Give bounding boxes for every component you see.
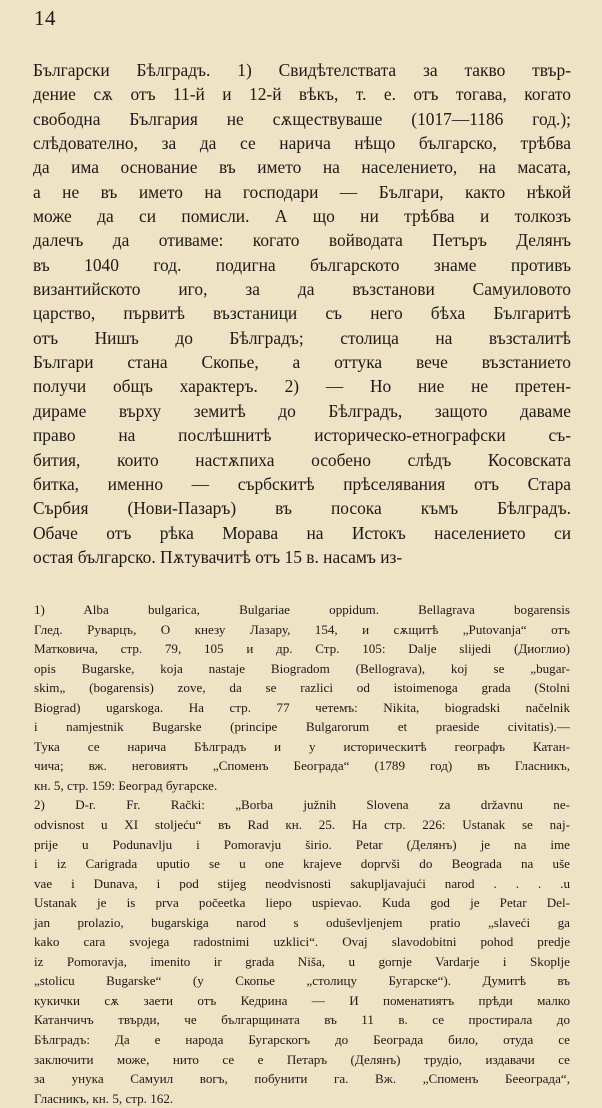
- text-line: дираме върху земитѣ до Бѣлградъ, защото даваме: [33, 400, 571, 421]
- text-line: може да си помисли. А що ни трѣбва и толкозъ: [33, 206, 571, 227]
- footnote-line: Гласникъ, кн. 5, стр. 162.: [34, 1090, 174, 1106]
- footnote-line: кукички сѫ заети отъ Кедрина — И поменатиятъ прѣди малко: [34, 992, 570, 1008]
- footnote-line: vae i Dunava, i pod stijeg neodvisnosti sakupljavajući narod . . . .u: [34, 875, 570, 891]
- footnote-line: заключити може, нито се е Петаръ (Делянъ) трудіо, издавачи се: [34, 1051, 570, 1067]
- footnotes-block: [34, 600, 570, 1108]
- footnote-line: 2) D-r. Fr. Rački: „Borba južnih Slovena za državnu ne-: [34, 797, 570, 813]
- footnote-line: „stolicu Bugarske“ (у Скопье „столицу Бугарске“). Думитѣ въ: [34, 973, 570, 989]
- footnote-line: skim„ (bogarensis) zove, da se razlici od istoimenoga grada (Stolni: [34, 680, 570, 696]
- footnote-line: кн. 5, стр. 159: Београд бугарске.: [34, 777, 218, 793]
- text-line: дение сѫ отъ 11-й и 12-й вѣкъ, т. е. отъ тогава, когато: [33, 84, 571, 105]
- footnote-line: Biograd) ugarskoga. На стр. 77 четемъ: Nikita, biogradski načelnik: [34, 699, 570, 715]
- footnote-line: Тука се нарича Бѣлградъ и у историческитѣ географъ Катан-: [34, 738, 570, 754]
- footnote-line: iz Pomoravja, imenito ir grada Niša, u gornje Vardarje i Skoplje: [34, 953, 570, 969]
- text-line: Български Бѣлградъ. 1) Свидѣтелствата за такво твър-: [33, 60, 571, 80]
- footnote-line: i namjestnik Bugarske (principe Bulgarorum et praeside civitatis).—: [34, 719, 570, 735]
- footnote-line: Катанчичъ твърди, че българщината въ 11 в. се простирала до: [34, 1012, 570, 1028]
- footnote-line: kako cara svojega radostnimi uzklici“. Ovaj slavodobitni pohod predje: [34, 934, 570, 950]
- footnote-line: Ustanak je is prva počeetka liepo uspievao. Kuda god je Petar Del-: [34, 895, 570, 911]
- footnote-line: Бѣлградъ: Да е народа Бугарскогъ до Београда било, отуда се: [34, 1032, 570, 1048]
- footnote-line: i iz Carigrada uputio se u one krajeve doprvši do Beograda na uše: [34, 856, 570, 872]
- footnote-line: 1) Alba bulgarica, Bulgariae oppidum. Bellagrava bogarensis: [34, 602, 570, 617]
- text-line: Обаче отъ рѣка Морава на Истокъ населението си: [33, 522, 571, 543]
- footnote-line: prije u Podunavlju i Pomoravju širio. Petar (Делянъ) je na ime: [34, 836, 570, 852]
- text-line: византийското иго, за да възстанови Самуиловото: [33, 279, 571, 300]
- text-line: право на послѣшнитѣ историческо-етнографски съ-: [33, 425, 571, 446]
- footnote-line: Матковича, стр. 79, 105 и др. Стр. 105: Dalje slijedi (Диоглио): [34, 641, 570, 657]
- text-line: получи общъ характеръ. 2) — Но ние не претен-: [33, 376, 571, 397]
- text-line: слѣдователно, за да се нарича нѣщо българско, трѣбва: [33, 133, 571, 154]
- text-line: Сърбия (Нови-Пазаръ) въ посока къмъ Бѣлградъ.: [33, 498, 571, 519]
- text-line: Българи стана Скопье, а оттука вече възстанието: [33, 352, 571, 373]
- text-line: отъ Нишъ до Бѣлградъ; столица на възсталитѣ: [33, 327, 571, 348]
- text-line: битка, именно — сърбскитѣ прѣселявания отъ Стара: [33, 473, 571, 494]
- text-line: остая българско. Пѫтувачитѣ отъ 15 в. насамъ из-: [33, 546, 403, 567]
- footnote-line: чича; вж. неговиятъ „Споменъ Београда“ (1789 год) въ Гласникъ,: [34, 758, 570, 774]
- footnote-line: Глед. Руварцъ, О кнезу Лазару, 154, и сѫщитѣ „Putovanja“ отъ: [34, 621, 570, 637]
- footnote-line: odvisnost u XI stoljeću“ въ Rad кн. 25. На стр. 226: Ustanak se naj-: [34, 817, 570, 833]
- text-line: а не въ името на господари — Българи, както нѣкой: [33, 181, 571, 202]
- footnote-line: opis Bugarske, koja nastaje Biogradom (Bellograva), koj se „bugar-: [34, 660, 570, 676]
- text-line: царство, първитѣ възстаници съ него бѣха Българитѣ: [33, 303, 571, 324]
- text-line: бития, които настѫпиха особено слѣдъ Косовската: [33, 449, 571, 470]
- text-line: въ 1040 год. подигна българското знаме противъ: [33, 254, 571, 275]
- text-line: свободна България не сѫществуваше (1017—1186 год.);: [33, 108, 571, 129]
- footnote-line: за унука Самуил вогъ, побунити га. Вж. „Споменъ Бееограда“,: [34, 1071, 570, 1087]
- text-line: да има основание въ името на населението, на масата,: [33, 157, 571, 178]
- page-number: 14: [34, 6, 56, 30]
- main-text-block: [33, 58, 571, 569]
- text-line: далечъ да отиваме: когато войводата Петъръ Делянъ: [33, 230, 571, 251]
- footnote-line: jan prolazio, bugarskiga narod s oduševljenjem pratio „slaveći ga: [34, 914, 570, 930]
